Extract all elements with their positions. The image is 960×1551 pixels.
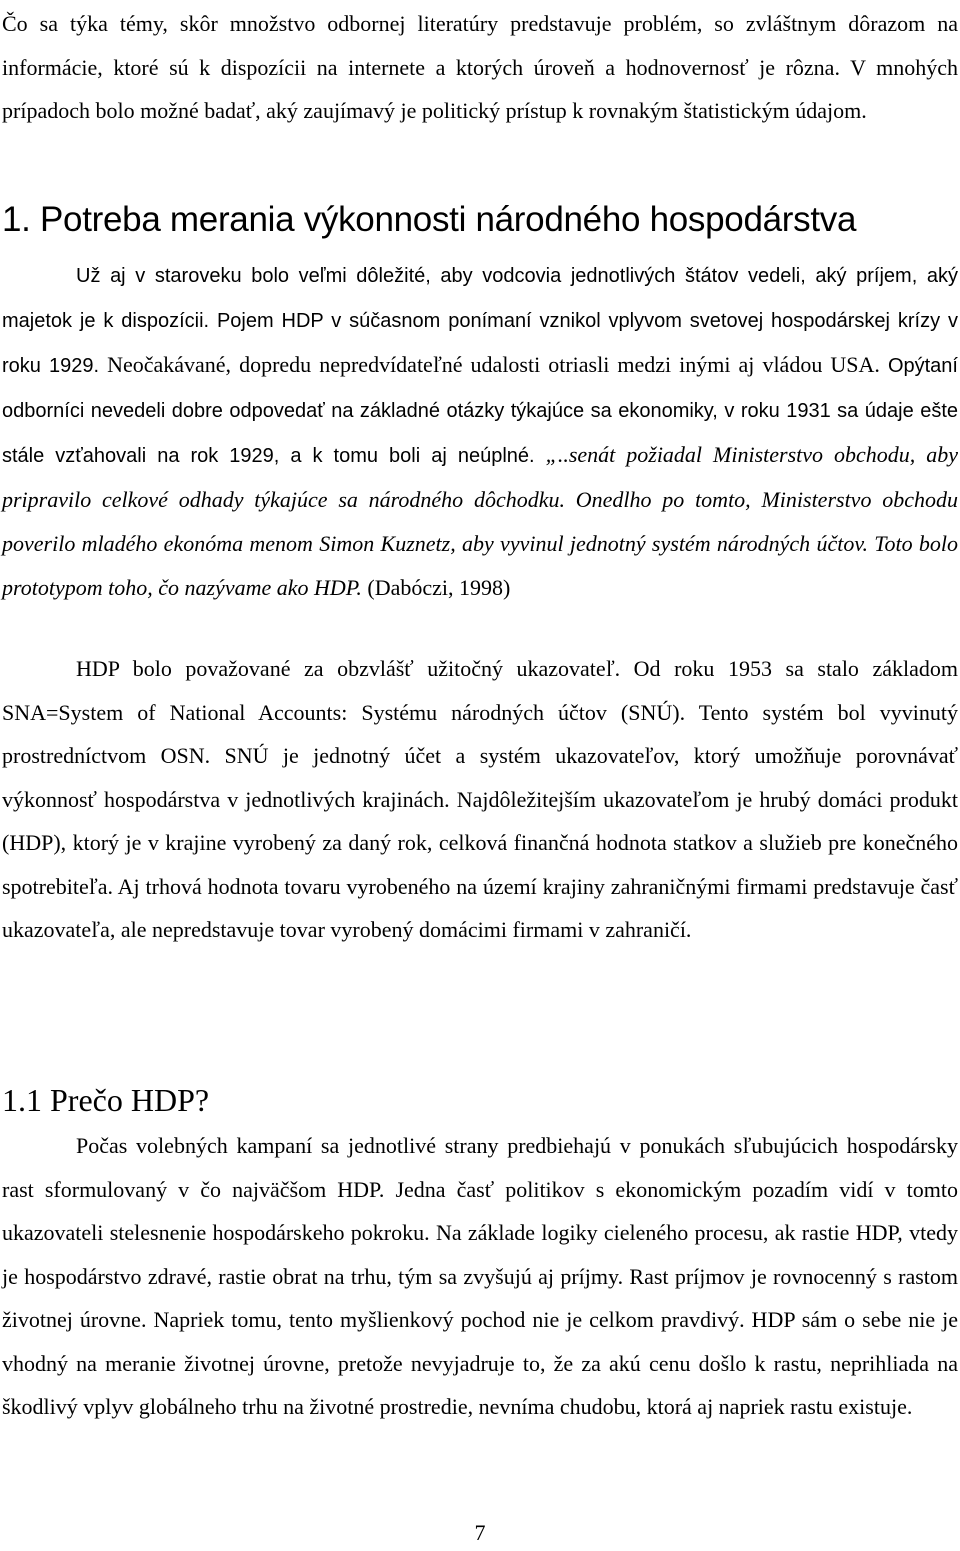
section-1-1-paragraph: Počas volebných kampaní sa jednotlivé strany predbiehajú v ponukách sľubujúcich hospodársky rast sformulovaný v čo najväčšom HDP. Jedna časť politikov s ekonomickým pozadím vidí v tomto ukazovateli stelesnenie hospodárskeho pokroku. Na základe logiky cieleného procesu, ak rastie HDP, vtedy je hospodárstvo zdravé, rastie obrat na trhu, tým sa zvyšujú aj príjmy. Rast príjmov je rovnocenný s rastom životnej úrovne. Napriek tomu, tento myšlienkový pochod nie je celkom pravdivý. HDP sám o sebe nie je vhodný na meranie životnej úrovne, pretože nevyjadruje to, že za akú cenu došlo k rastu, neprihliada na škodlivý vplyv globálneho trhu na životné prostredie, nevníma chudobu, ktorá aj napriek rastu existuje. <box>2 1133 958 1419</box>
page-number: 7 <box>474 1520 486 1545</box>
section-1-paragraph-1 <box>2 253 958 610</box>
section-1-heading: 1. Potreba merania výkonnosti národného hospodárstva <box>2 200 857 239</box>
section-1-paragraph-2: HDP bolo považované za obzvlášť užitočný ukazovateľ. Od roku 1953 sa stalo základom SNA=System of National Accounts: Systému národných účtov (SNÚ). Tento systém bol vyvinutý prostredníctvom OSN. SNÚ je jednotný účet a systém ukazovateľov, ktorý umožňuje porovnávať výkonnosť hospodárstva v jednotlivých krajinách. Najdôležitejším ukazovateľom je hrubý domáci produkt (HDP), ktorý je v krajine vyrobený za daný rok, celková finančná hodnota statkov a služieb pre konečného spotrebiteľa. Aj trhová hodnota tovaru vyrobeného na území krajiny zahraničnými firmami predstavuje časť ukazovateľa, ale nepredstavuje tovar vyrobený domácimi firmami v zahraničí. <box>2 656 958 942</box>
kuznets-quote: „..senát požiadal Ministerstvo obchodu, aby pripravilo celkové odhady týkajúce sa národného dôchodku. Onedlho po tomto, Ministerstvo obchodu poverilo mladého ekonóma menom Simon Kuznetz, aby vyvinul jednotný systém národných účtov. Toto bolo prototypom toho, čo nazývame ako HDP. <box>2 442 958 600</box>
paragraph-serif-text: Neočakávané, dopredu nepredvídateľné udalosti otriasli medzi inými aj vládou USA. <box>99 352 880 377</box>
paragraph-sans-text: Už aj v staroveku bolo veľmi dôležité, aby vodcovia jednotlivých štátov vedeli, aký príjem, aký majetok je k dispozícii. Pojem HDP v súčasnom ponímaní vznikol vplyvom svetovej hospodárskej krízy v roku 1929. <box>2 265 958 377</box>
quote-citation: (Dabóczi, 1998) <box>361 575 511 600</box>
section-1-1-heading: 1.1 Prečo HDP? <box>2 1082 210 1118</box>
intro-paragraph: Čo sa týka témy, skôr množstvo odbornej literatúry predstavuje problém, so zvláštnym dôrazom na informácie, ktoré sú k dispozícii na internete a ktorých úroveň a hodnovernosť je rôzna. V mnohých prípadoch bolo možné badať, aký zaujímavý je politický prístup k rovnakým štatistickým údajom. <box>2 11 958 123</box>
paragraph-sans-text-2: Opýtaní odborníci nevedeli dobre odpovedať na základné otázky týkajúce sa ekonomiky, v roku 1931 sa údaje ešte stále vzťahovali na rok 1929, a k tomu boli aj neúplné. <box>2 355 958 467</box>
